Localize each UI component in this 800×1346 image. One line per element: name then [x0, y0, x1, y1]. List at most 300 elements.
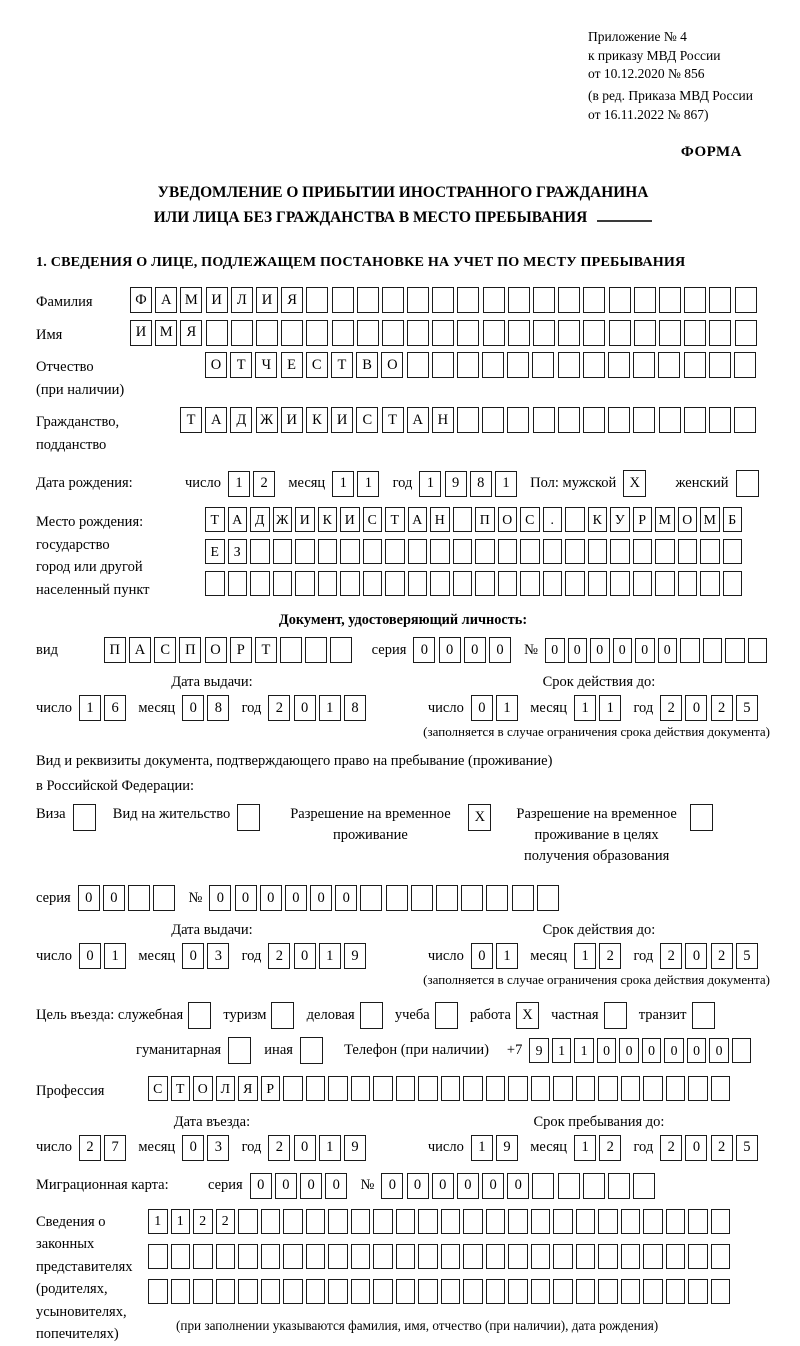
guardians-cell[interactable] [193, 1244, 213, 1269]
res-number-cell[interactable]: 0 [310, 885, 332, 911]
birth-year-cell[interactable]: 8 [470, 471, 492, 497]
profession-cell[interactable] [486, 1076, 506, 1101]
purpose-tourism-checkbox[interactable] [271, 1002, 294, 1029]
guardians-cell[interactable] [328, 1244, 348, 1269]
birthplace-cell[interactable] [205, 571, 225, 596]
birthplace-cell[interactable]: Р [633, 507, 653, 532]
guardians-cell[interactable]: 2 [216, 1209, 236, 1234]
res-valid-month-cell[interactable]: 2 [599, 943, 621, 969]
birthplace-cell[interactable] [385, 571, 405, 596]
doc-valid-day-cell[interactable]: 0 [471, 695, 493, 721]
res-issue-year-cell[interactable]: 9 [344, 943, 366, 969]
doc-number-cell[interactable] [680, 638, 700, 663]
profession-cell[interactable] [351, 1076, 371, 1101]
doc-number-cell[interactable]: 0 [613, 638, 633, 663]
birthplace-cell[interactable] [363, 571, 383, 596]
doc-valid-month-cell[interactable]: 1 [574, 695, 596, 721]
guardians-cell[interactable] [531, 1279, 551, 1304]
guardians-cell[interactable] [463, 1209, 483, 1234]
citizenship-cell[interactable] [457, 407, 479, 433]
guardians-cell[interactable] [283, 1209, 303, 1234]
profession-cell[interactable] [396, 1076, 416, 1101]
doc-type-cell[interactable]: Т [255, 637, 277, 663]
phone-digit-cell[interactable]: 1 [552, 1038, 572, 1063]
name-cell[interactable] [382, 320, 404, 346]
profession-cell[interactable] [711, 1076, 731, 1101]
name-cell[interactable] [634, 320, 656, 346]
temp-residence-edu-checkbox[interactable] [690, 804, 713, 831]
citizenship-cell[interactable] [533, 407, 555, 433]
doc-issue-year-cell[interactable]: 8 [344, 695, 366, 721]
guardians-cell[interactable] [598, 1209, 618, 1234]
birthplace-cell[interactable]: П [475, 507, 495, 532]
patronymic-cell[interactable] [532, 352, 554, 378]
patronymic-cell[interactable]: Ч [255, 352, 277, 378]
res-series-cell[interactable]: 0 [103, 885, 125, 911]
guardians-cell[interactable] [508, 1244, 528, 1269]
birthplace-cell[interactable] [610, 539, 630, 564]
patronymic-cell[interactable] [457, 352, 479, 378]
birthplace-cell[interactable] [408, 539, 428, 564]
sex-female-checkbox[interactable] [736, 470, 759, 497]
surname-cell[interactable] [306, 287, 328, 313]
citizenship-cell[interactable]: К [306, 407, 328, 433]
profession-cell[interactable]: Л [216, 1076, 236, 1101]
surname-cell[interactable]: Л [231, 287, 253, 313]
name-cell[interactable] [357, 320, 379, 346]
patronymic-cell[interactable] [482, 352, 504, 378]
birthplace-cell[interactable] [723, 539, 743, 564]
doc-issue-month-cell[interactable]: 0 [182, 695, 204, 721]
guardians-cell[interactable] [553, 1244, 573, 1269]
birthplace-cell[interactable] [543, 571, 563, 596]
name-cell[interactable] [231, 320, 253, 346]
birthplace-cell[interactable] [408, 571, 428, 596]
profession-cell[interactable] [553, 1076, 573, 1101]
res-issue-year-cell[interactable]: 0 [294, 943, 316, 969]
res-valid-year-cell[interactable]: 2 [711, 943, 733, 969]
doc-valid-year-cell[interactable]: 0 [685, 695, 707, 721]
surname-cell[interactable] [609, 287, 631, 313]
surname-cell[interactable] [634, 287, 656, 313]
doc-series-cell[interactable]: 0 [413, 637, 435, 663]
birthplace-cell[interactable]: М [655, 507, 675, 532]
doc-number-cell[interactable]: 0 [590, 638, 610, 663]
surname-cell[interactable] [735, 287, 757, 313]
surname-cell[interactable] [684, 287, 706, 313]
guardians-cell[interactable]: 2 [193, 1209, 213, 1234]
guardians-cell[interactable] [216, 1279, 236, 1304]
guardians-cell[interactable] [328, 1279, 348, 1304]
mig-number-cell[interactable]: 0 [507, 1173, 529, 1199]
profession-cell[interactable] [576, 1076, 596, 1101]
birthplace-cell[interactable]: У [610, 507, 630, 532]
res-number-cell[interactable] [386, 885, 408, 911]
mig-series-cell[interactable]: 0 [300, 1173, 322, 1199]
birthplace-cell[interactable] [700, 571, 720, 596]
citizenship-cell[interactable]: Д [230, 407, 252, 433]
guardians-cell[interactable] [171, 1279, 191, 1304]
name-cell[interactable] [483, 320, 505, 346]
doc-type-cell[interactable] [280, 637, 302, 663]
profession-cell[interactable] [328, 1076, 348, 1101]
doc-number-cell[interactable]: 0 [635, 638, 655, 663]
doc-issue-year-cell[interactable]: 0 [294, 695, 316, 721]
birthplace-cell[interactable]: И [340, 507, 360, 532]
purpose-other-checkbox[interactable] [300, 1037, 323, 1064]
profession-cell[interactable] [508, 1076, 528, 1101]
citizenship-cell[interactable] [659, 407, 681, 433]
doc-number-cell[interactable]: 0 [568, 638, 588, 663]
mig-number-cell[interactable]: 0 [381, 1173, 403, 1199]
birthplace-cell[interactable] [273, 539, 293, 564]
birthplace-cell[interactable]: Б [723, 507, 743, 532]
birthplace-cell[interactable] [340, 571, 360, 596]
birthplace-cell[interactable] [250, 571, 270, 596]
doc-number-cell[interactable]: 0 [545, 638, 565, 663]
birthplace-cell[interactable] [678, 539, 698, 564]
name-cell[interactable] [457, 320, 479, 346]
birthplace-cell[interactable] [498, 571, 518, 596]
res-number-cell[interactable] [360, 885, 382, 911]
doc-type-cell[interactable] [330, 637, 352, 663]
patronymic-cell[interactable] [658, 352, 680, 378]
res-number-cell[interactable] [436, 885, 458, 911]
birthplace-cell[interactable] [385, 539, 405, 564]
citizenship-cell[interactable]: Н [432, 407, 454, 433]
birthplace-cell[interactable] [475, 571, 495, 596]
doc-valid-year-cell[interactable]: 2 [711, 695, 733, 721]
guardians-cell[interactable]: 1 [148, 1209, 168, 1234]
guardians-cell[interactable] [396, 1279, 416, 1304]
res-issue-year-cell[interactable]: 1 [319, 943, 341, 969]
purpose-transit-checkbox[interactable] [692, 1002, 715, 1029]
doc-series-cell[interactable]: 0 [464, 637, 486, 663]
guardians-cell[interactable] [598, 1279, 618, 1304]
guardians-cell[interactable] [396, 1244, 416, 1269]
patronymic-cell[interactable] [558, 352, 580, 378]
name-cell[interactable] [256, 320, 278, 346]
phone-digit-cell[interactable]: 0 [709, 1038, 729, 1063]
doc-type-cell[interactable]: П [179, 637, 201, 663]
guardians-cell[interactable] [238, 1209, 258, 1234]
surname-cell[interactable]: М [180, 287, 202, 313]
guardians-cell[interactable] [238, 1244, 258, 1269]
citizenship-cell[interactable] [684, 407, 706, 433]
birthplace-cell[interactable] [633, 539, 653, 564]
purpose-official-checkbox[interactable] [188, 1002, 211, 1029]
guardians-cell[interactable] [621, 1279, 641, 1304]
res-valid-day-cell[interactable]: 1 [496, 943, 518, 969]
birth-year-cell[interactable]: 9 [445, 471, 467, 497]
doc-series-cell[interactable]: 0 [439, 637, 461, 663]
guardians-cell[interactable] [351, 1279, 371, 1304]
guardians-cell[interactable] [261, 1209, 281, 1234]
citizenship-cell[interactable] [583, 407, 605, 433]
doc-type-cell[interactable]: П [104, 637, 126, 663]
patronymic-cell[interactable] [684, 352, 706, 378]
birthplace-cell[interactable]: Ж [273, 507, 293, 532]
profession-cell[interactable] [441, 1076, 461, 1101]
birth-day-cell[interactable]: 1 [228, 471, 250, 497]
profession-cell[interactable] [688, 1076, 708, 1101]
patronymic-cell[interactable]: Е [281, 352, 303, 378]
name-cell[interactable] [709, 320, 731, 346]
citizenship-cell[interactable]: Т [180, 407, 202, 433]
profession-cell[interactable]: С [148, 1076, 168, 1101]
citizenship-cell[interactable] [608, 407, 630, 433]
name-cell[interactable] [558, 320, 580, 346]
guardians-cell[interactable] [688, 1244, 708, 1269]
profession-cell[interactable] [418, 1076, 438, 1101]
birthplace-cell[interactable]: И [295, 507, 315, 532]
birthplace-cell[interactable] [543, 539, 563, 564]
mig-number-cell[interactable] [633, 1173, 655, 1199]
entry-month-cell[interactable]: 3 [207, 1135, 229, 1161]
citizenship-cell[interactable] [558, 407, 580, 433]
birthplace-cell[interactable] [453, 539, 473, 564]
profession-cell[interactable] [666, 1076, 686, 1101]
guardians-cell[interactable] [148, 1279, 168, 1304]
stay-month-cell[interactable]: 2 [599, 1135, 621, 1161]
citizenship-cell[interactable] [709, 407, 731, 433]
guardians-cell[interactable] [531, 1209, 551, 1234]
surname-cell[interactable] [332, 287, 354, 313]
profession-cell[interactable]: Р [261, 1076, 281, 1101]
citizenship-cell[interactable]: Ж [256, 407, 278, 433]
name-cell[interactable] [281, 320, 303, 346]
birthplace-cell[interactable] [565, 507, 585, 532]
stay-day-cell[interactable]: 9 [496, 1135, 518, 1161]
stay-year-cell[interactable]: 2 [660, 1135, 682, 1161]
profession-cell[interactable] [531, 1076, 551, 1101]
residence-permit-checkbox[interactable] [237, 804, 260, 831]
res-number-cell[interactable]: 0 [209, 885, 231, 911]
res-issue-month-cell[interactable]: 0 [182, 943, 204, 969]
stay-month-cell[interactable]: 1 [574, 1135, 596, 1161]
guardians-cell[interactable] [463, 1279, 483, 1304]
guardians-cell[interactable] [508, 1209, 528, 1234]
citizenship-cell[interactable]: Т [382, 407, 404, 433]
name-cell[interactable] [332, 320, 354, 346]
patronymic-cell[interactable]: О [381, 352, 403, 378]
patronymic-cell[interactable] [709, 352, 731, 378]
citizenship-cell[interactable]: И [331, 407, 353, 433]
patronymic-cell[interactable]: В [356, 352, 378, 378]
surname-cell[interactable] [533, 287, 555, 313]
res-valid-year-cell[interactable]: 0 [685, 943, 707, 969]
res-number-cell[interactable] [411, 885, 433, 911]
patronymic-cell[interactable]: Т [331, 352, 353, 378]
birthplace-cell[interactable] [610, 571, 630, 596]
doc-issue-day-cell[interactable]: 1 [79, 695, 101, 721]
doc-number-cell[interactable]: 0 [658, 638, 678, 663]
res-series-cell[interactable] [128, 885, 150, 911]
guardians-cell[interactable] [463, 1244, 483, 1269]
phone-digit-cell[interactable]: 0 [642, 1038, 662, 1063]
birthplace-cell[interactable]: А [408, 507, 428, 532]
guardians-cell[interactable] [531, 1244, 551, 1269]
res-number-cell[interactable]: 0 [335, 885, 357, 911]
name-cell[interactable]: И [130, 320, 152, 346]
guardians-cell[interactable] [666, 1209, 686, 1234]
birthplace-cell[interactable] [295, 571, 315, 596]
surname-cell[interactable] [508, 287, 530, 313]
entry-day-cell[interactable]: 7 [104, 1135, 126, 1161]
profession-cell[interactable] [621, 1076, 641, 1101]
purpose-study-checkbox[interactable] [435, 1002, 458, 1029]
citizenship-cell[interactable] [482, 407, 504, 433]
purpose-humanitarian-checkbox[interactable] [228, 1037, 251, 1064]
birthplace-cell[interactable] [363, 539, 383, 564]
doc-number-cell[interactable] [748, 638, 768, 663]
patronymic-cell[interactable] [432, 352, 454, 378]
birthplace-cell[interactable]: А [228, 507, 248, 532]
name-cell[interactable] [659, 320, 681, 346]
patronymic-cell[interactable] [734, 352, 756, 378]
guardians-cell[interactable] [486, 1244, 506, 1269]
guardians-cell[interactable] [441, 1244, 461, 1269]
birthplace-cell[interactable] [295, 539, 315, 564]
mig-series-cell[interactable]: 0 [325, 1173, 347, 1199]
guardians-cell[interactable] [418, 1209, 438, 1234]
doc-number-cell[interactable] [703, 638, 723, 663]
guardians-cell[interactable] [486, 1279, 506, 1304]
temp-residence-checkbox[interactable]: X [468, 804, 491, 831]
doc-type-cell[interactable]: А [129, 637, 151, 663]
guardians-cell[interactable] [238, 1279, 258, 1304]
guardians-cell[interactable] [711, 1244, 731, 1269]
patronymic-cell[interactable] [608, 352, 630, 378]
profession-cell[interactable] [283, 1076, 303, 1101]
birthplace-cell[interactable] [700, 539, 720, 564]
guardians-cell[interactable] [306, 1209, 326, 1234]
guardians-cell[interactable] [688, 1209, 708, 1234]
mig-number-cell[interactable] [608, 1173, 630, 1199]
birthplace-cell[interactable] [633, 571, 653, 596]
res-issue-month-cell[interactable]: 3 [207, 943, 229, 969]
name-cell[interactable] [306, 320, 328, 346]
profession-cell[interactable]: О [193, 1076, 213, 1101]
citizenship-cell[interactable]: А [205, 407, 227, 433]
guardians-cell[interactable] [486, 1209, 506, 1234]
entry-year-cell[interactable]: 9 [344, 1135, 366, 1161]
mig-number-cell[interactable] [558, 1173, 580, 1199]
birthplace-cell[interactable] [520, 539, 540, 564]
name-cell[interactable] [508, 320, 530, 346]
citizenship-cell[interactable] [633, 407, 655, 433]
guardians-cell[interactable] [418, 1279, 438, 1304]
birthplace-cell[interactable]: Д [250, 507, 270, 532]
name-cell[interactable] [609, 320, 631, 346]
doc-issue-year-cell[interactable]: 1 [319, 695, 341, 721]
doc-type-cell[interactable]: С [154, 637, 176, 663]
phone-digit-cell[interactable] [732, 1038, 752, 1063]
surname-cell[interactable] [457, 287, 479, 313]
guardians-cell[interactable]: 1 [171, 1209, 191, 1234]
birthplace-cell[interactable] [678, 571, 698, 596]
guardians-cell[interactable] [306, 1244, 326, 1269]
guardians-cell[interactable] [283, 1279, 303, 1304]
name-cell[interactable] [407, 320, 429, 346]
guardians-cell[interactable] [643, 1279, 663, 1304]
guardians-cell[interactable] [261, 1244, 281, 1269]
res-issue-day-cell[interactable]: 1 [104, 943, 126, 969]
surname-cell[interactable] [357, 287, 379, 313]
birth-month-cell[interactable]: 1 [357, 471, 379, 497]
guardians-cell[interactable] [576, 1279, 596, 1304]
birthplace-cell[interactable]: Е [205, 539, 225, 564]
name-cell[interactable]: Я [180, 320, 202, 346]
guardians-cell[interactable] [216, 1244, 236, 1269]
birthplace-cell[interactable]: Т [385, 507, 405, 532]
doc-type-cell[interactable]: О [205, 637, 227, 663]
surname-cell[interactable] [583, 287, 605, 313]
doc-issue-year-cell[interactable]: 2 [268, 695, 290, 721]
phone-digit-cell[interactable]: 1 [574, 1038, 594, 1063]
guardians-cell[interactable] [711, 1279, 731, 1304]
phone-digit-cell[interactable]: 0 [619, 1038, 639, 1063]
name-cell[interactable] [206, 320, 228, 346]
entry-year-cell[interactable]: 2 [268, 1135, 290, 1161]
phone-digit-cell[interactable]: 0 [687, 1038, 707, 1063]
res-valid-year-cell[interactable]: 2 [660, 943, 682, 969]
guardians-cell[interactable] [666, 1279, 686, 1304]
guardians-cell[interactable] [553, 1209, 573, 1234]
res-series-cell[interactable] [153, 885, 175, 911]
entry-day-cell[interactable]: 2 [79, 1135, 101, 1161]
res-number-cell[interactable]: 0 [285, 885, 307, 911]
guardians-cell[interactable] [553, 1279, 573, 1304]
guardians-cell[interactable] [643, 1209, 663, 1234]
birthplace-cell[interactable] [565, 571, 585, 596]
res-issue-day-cell[interactable]: 0 [79, 943, 101, 969]
guardians-cell[interactable] [306, 1279, 326, 1304]
phone-digit-cell[interactable]: 0 [597, 1038, 617, 1063]
mig-number-cell[interactable] [583, 1173, 605, 1199]
guardians-cell[interactable] [148, 1244, 168, 1269]
stay-year-cell[interactable]: 2 [711, 1135, 733, 1161]
surname-cell[interactable] [558, 287, 580, 313]
doc-number-cell[interactable] [725, 638, 745, 663]
birthplace-cell[interactable] [475, 539, 495, 564]
phone-digit-cell[interactable]: 0 [664, 1038, 684, 1063]
guardians-cell[interactable] [621, 1209, 641, 1234]
name-cell[interactable]: М [155, 320, 177, 346]
guardians-cell[interactable] [171, 1244, 191, 1269]
doc-series-cell[interactable]: 0 [489, 637, 511, 663]
guardians-cell[interactable] [688, 1279, 708, 1304]
stay-day-cell[interactable]: 1 [471, 1135, 493, 1161]
doc-issue-month-cell[interactable]: 8 [207, 695, 229, 721]
guardians-cell[interactable] [441, 1209, 461, 1234]
res-valid-year-cell[interactable]: 5 [736, 943, 758, 969]
birthplace-cell[interactable] [588, 539, 608, 564]
name-cell[interactable] [432, 320, 454, 346]
birthplace-cell[interactable] [723, 571, 743, 596]
birth-day-cell[interactable]: 2 [253, 471, 275, 497]
birthplace-cell[interactable]: З [228, 539, 248, 564]
birthplace-cell[interactable]: О [678, 507, 698, 532]
birthplace-cell[interactable] [453, 571, 473, 596]
doc-valid-day-cell[interactable]: 1 [496, 695, 518, 721]
birth-year-cell[interactable]: 1 [495, 471, 517, 497]
surname-cell[interactable] [432, 287, 454, 313]
birthplace-cell[interactable] [250, 539, 270, 564]
citizenship-cell[interactable] [734, 407, 756, 433]
res-valid-day-cell[interactable]: 0 [471, 943, 493, 969]
surname-cell[interactable]: А [155, 287, 177, 313]
